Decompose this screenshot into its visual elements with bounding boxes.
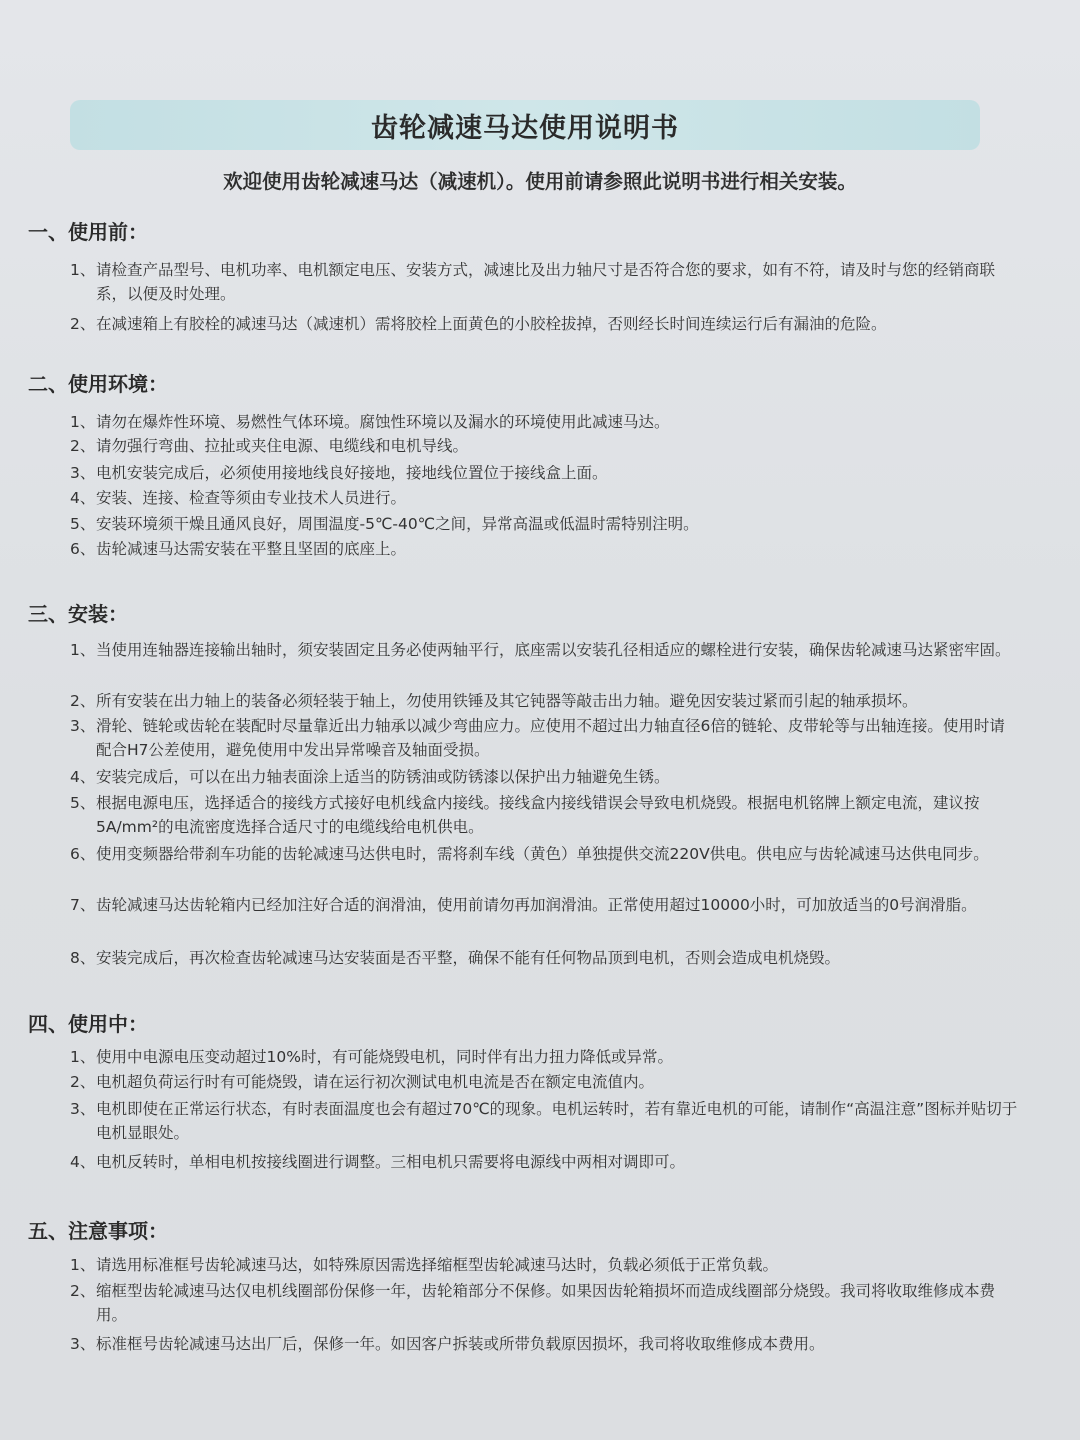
list-item: 7、 齿轮减速马达齿轮箱内已经加注好合适的润滑油，使用前请勿再加润滑油。正常使用超过10000小时，可加放适当的0号润滑脂。: [70, 896, 977, 914]
list-item: 5、 根据电源电压，选择适合的接线方式接好电机线盒内接线。接线盒内接线错误会导致电机烧毁。根据电机铭牌上额定电流，建议按5A/mm²的电流密度选择合适尺寸的电缆线给电机供电。: [70, 794, 980, 836]
list-item: 1、 请选用标准框号齿轮减速马达，如特殊原因需选择缩框型齿轮减速马达时，负载必须低于正常负载。: [70, 1256, 779, 1274]
list-item: 3、 滑轮、链轮或齿轮在装配时尽量靠近出力轴承以减少弯曲应力。应使用不超过出力轴直径6倍的链轮、皮带轮等与出轴连接。使用时请配合H7公差使用，避免使用中发出异常噪音及轴面受损。: [70, 717, 1005, 759]
list-item: 2、 在减速箱上有胶栓的减速马达（减速机）需将胶栓上面黄色的小胶栓拔掉，否则经长时间连续运行后有漏油的危险。: [70, 315, 887, 333]
list-item: 1、 使用中电源电压变动超过10%时，有可能烧毁电机，同时伴有出力扭力降低或异常。: [70, 1048, 673, 1066]
list-item: 8、 安装完成后，再次检查齿轮减速马达安装面是否平整，确保不能有任何物品顶到电机，否则会造成电机烧毁。: [70, 949, 841, 967]
list-item: 3、 电机安装完成后，必须使用接地线良好接地，接地线位置位于接线盒上面。: [70, 464, 608, 482]
section-heading-installation: 三、安装：: [28, 602, 128, 626]
list-item: 4、 安装、连接、检查等须由专业技术人员进行。: [70, 489, 407, 507]
list-item: 6、 齿轮减速马达需安装在平整且坚固的底座上。: [70, 540, 407, 558]
document-title: 齿轮减速马达使用说明书: [371, 112, 679, 144]
list-item: 6、 使用变频器给带刹车功能的齿轮减速马达供电时，需将刹车线（黄色）单独提供交流220V供电。供电应与齿轮减速马达供电同步。: [70, 845, 989, 863]
list-item: 2、 缩框型齿轮减速马达仅电机线圈部份保修一年，齿轮箱部分不保修。如果因齿轮箱损坏而造成线圈部分烧毁。我司将收取维修成本费用。: [70, 1282, 996, 1324]
list-item: 2、 请勿强行弯曲、拉扯或夹住电源、电缆线和电机导线。: [70, 437, 469, 455]
list-item: 2、 所有安装在出力轴上的装备必须轻装于轴上，勿使用铁锤及其它钝器等敲击出力轴。避免因安装过紧而引起的轴承损坏。: [70, 692, 918, 710]
list-item: 5、 安装环境须干燥且通风良好，周围温度-5℃-40℃之间，异常高温或低温时需特别注明。: [70, 515, 699, 533]
welcome-line: 欢迎使用齿轮减速马达（减速机）。使用前请参照此说明书进行相关安装。: [223, 170, 857, 193]
list-item: 4、 电机反转时，单相电机按接线圈进行调整。三相电机只需要将电源线中两相对调即可。: [70, 1153, 686, 1171]
section-heading-notes: 五、注意事项：: [28, 1219, 168, 1243]
section-heading-in-use: 四、使用中：: [28, 1012, 148, 1036]
list-item: 1、 请勿在爆炸性环境、易燃性气体环境。腐蚀性环境以及漏水的环境使用此减速马达。: [70, 413, 670, 431]
title-banner: [70, 100, 980, 150]
list-item: 3、 电机即使在正常运行状态，有时表面温度也会有超过70℃的现象。电机运转时，若有靠近电机的可能，请制作“高温注意”图标并贴切于电机显眼处。: [70, 1100, 1018, 1142]
list-item: 2、 电机超负荷运行时有可能烧毁，请在运行初次测试电机电流是否在额定电流值内。: [70, 1073, 655, 1091]
list-item: 4、 安装完成后，可以在出力轴表面涂上适当的防锈油或防锈漆以保护出力轴避免生锈。: [70, 768, 670, 786]
list-item: 3、 标准框号齿轮减速马达出厂后，保修一年。如因客户拆装或所带负载原因损坏，我司将收取维修成本费用。: [70, 1335, 825, 1353]
section-heading-before-use: 一、使用前：: [28, 220, 148, 244]
section-heading-environment: 二、使用环境：: [28, 372, 168, 396]
list-item: 1、 当使用连轴器连接输出轴时，须安装固定且务必使两轴平行，底座需以安装孔径相适应的螺栓进行安装，确保齿轮减速马达紧密牢固。: [70, 641, 1011, 659]
list-item: 1、 请检查产品型号、电机功率、电机额定电压、安装方式，减速比及出力轴尺寸是否符合您的要求，如有不符，请及时与您的经销商联系，以便及时处理。: [70, 261, 996, 303]
